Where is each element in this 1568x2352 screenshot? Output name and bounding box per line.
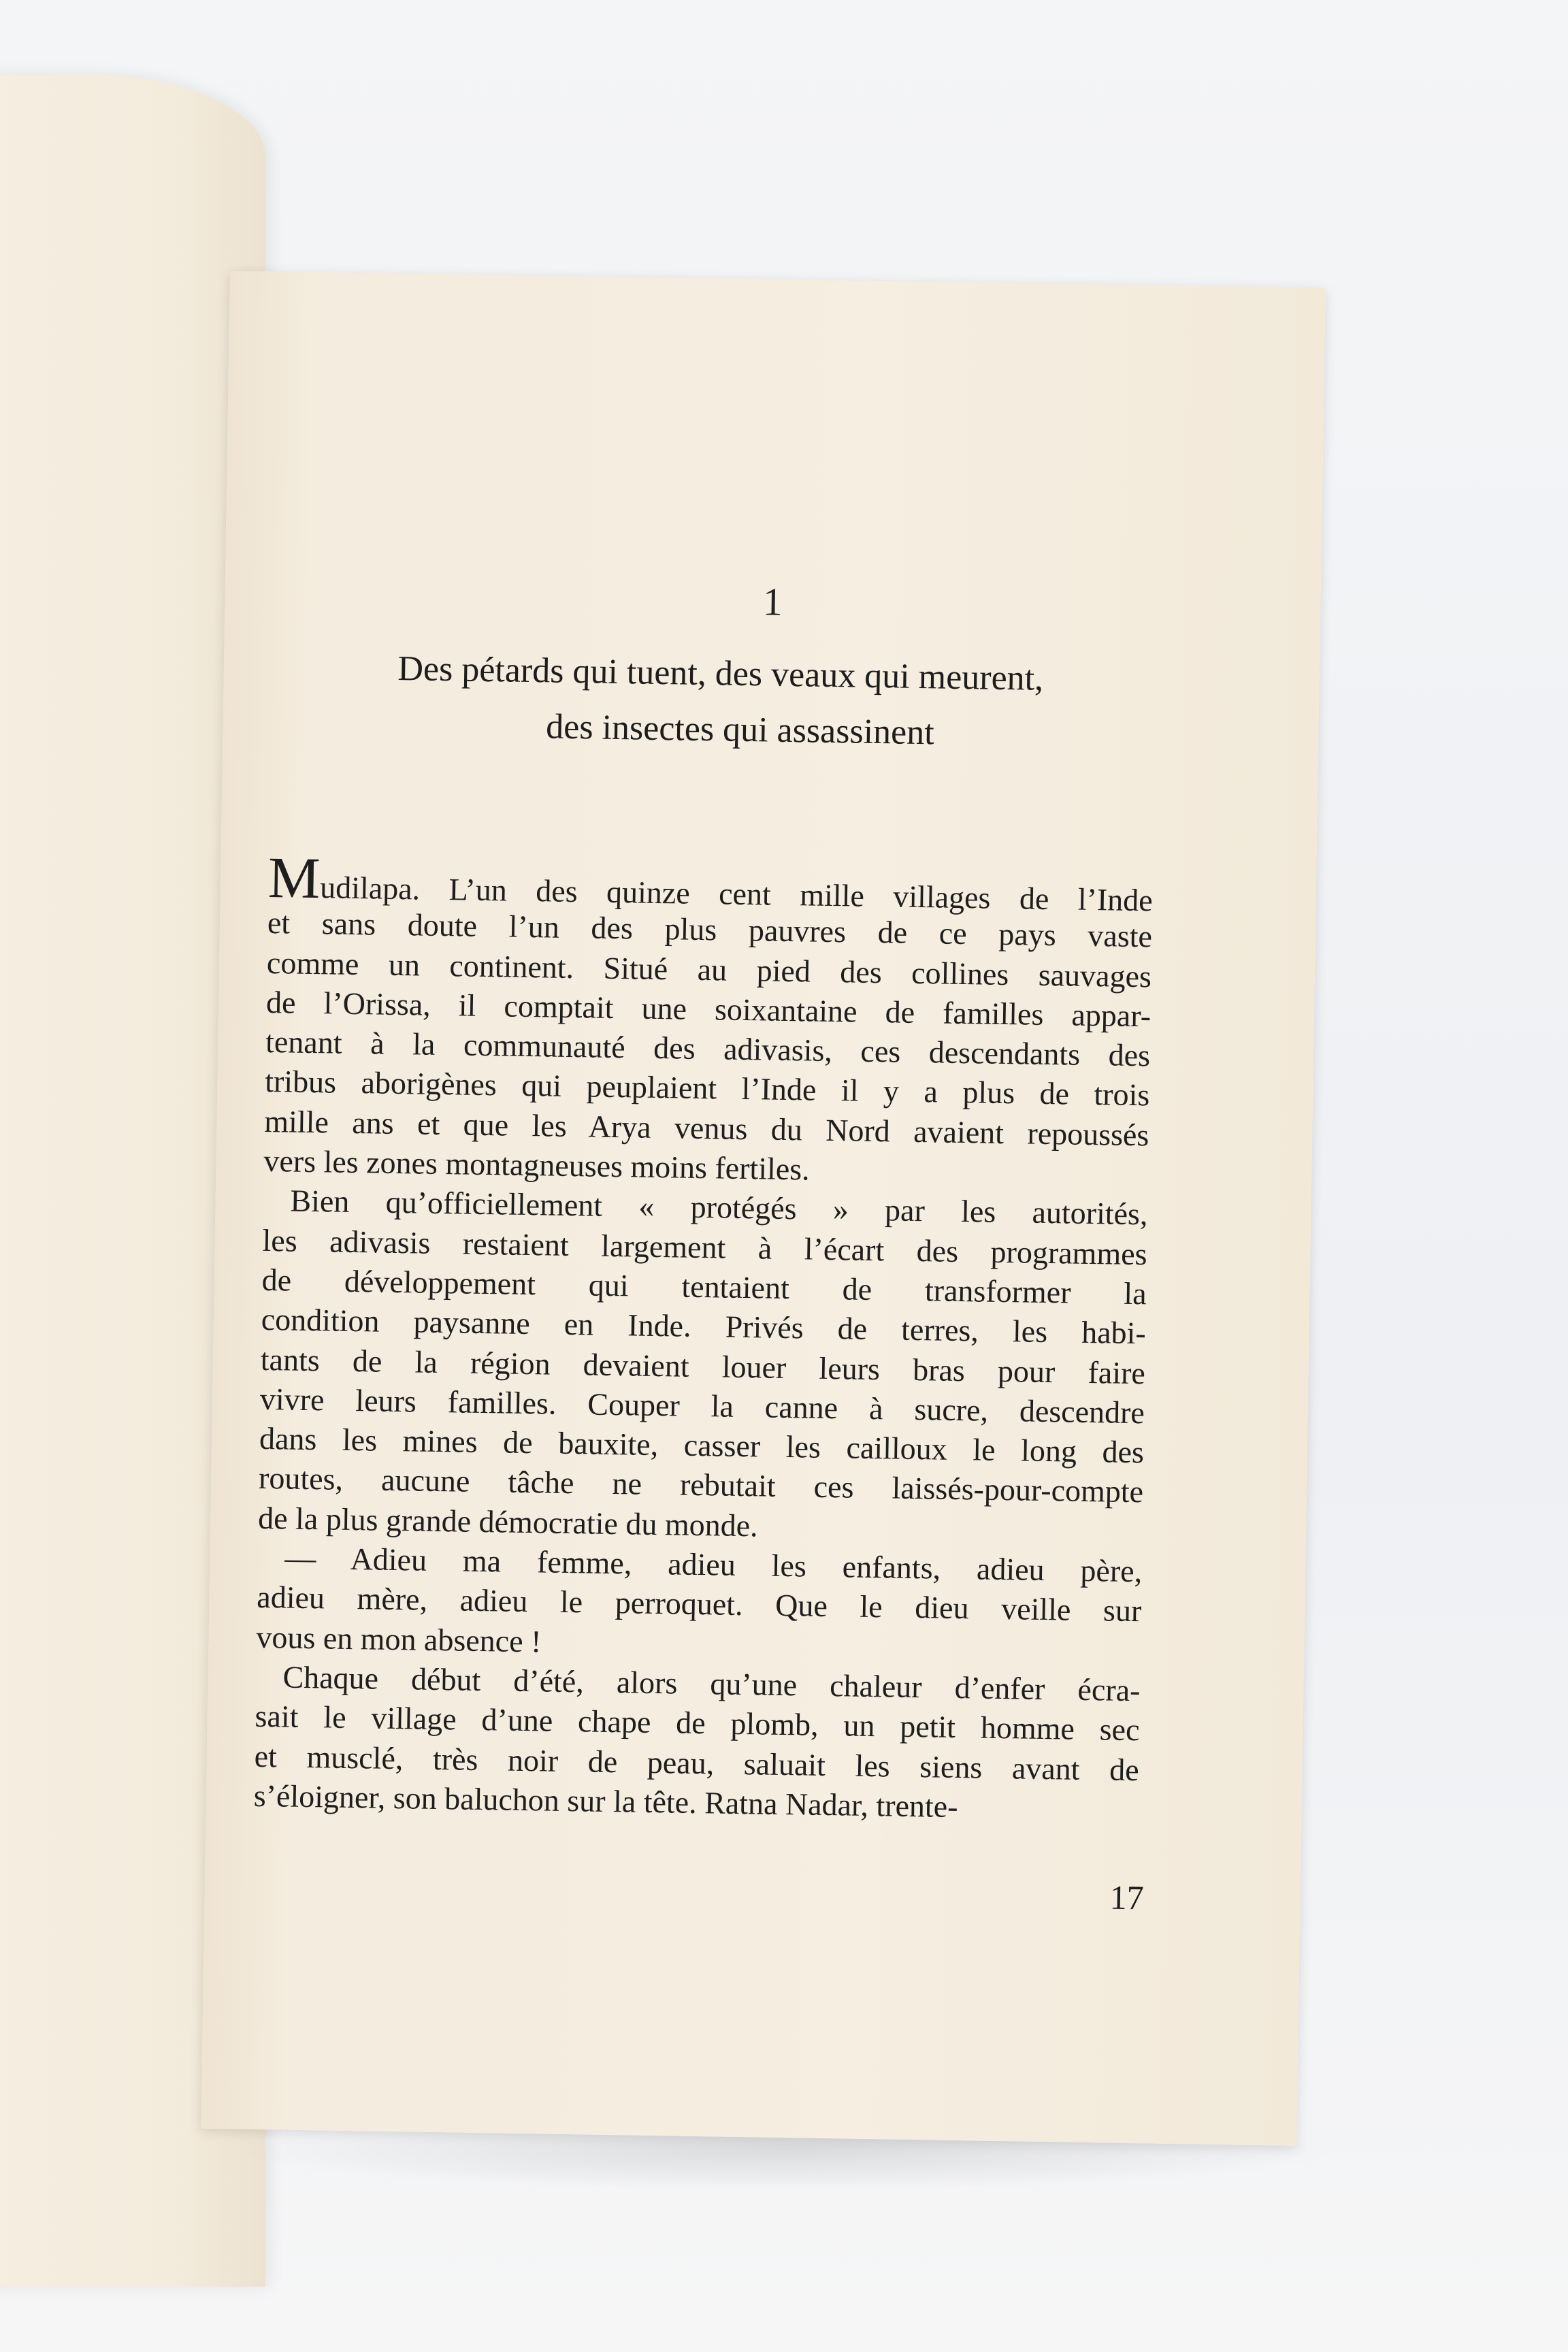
paragraph [256,1538,1143,1671]
word: sans [321,906,376,942]
word: plus [664,911,717,947]
word: ! [530,1623,542,1659]
word: grande [385,1502,472,1539]
word: pour [997,1353,1056,1389]
word: de [587,1744,618,1779]
word: les [323,1144,359,1180]
word: terres, [900,1311,979,1348]
chapter-number: 1 [762,579,783,624]
word: la [612,1783,636,1819]
word: que [463,1107,509,1143]
word: de [265,984,296,1020]
word: de [352,1343,382,1379]
word: paysanne [413,1304,531,1341]
word: son [393,1780,438,1816]
word: « [638,1188,655,1224]
word: Inde. [627,1307,692,1344]
word: familles. [447,1384,557,1421]
word: restaient [462,1226,570,1262]
word: Couper [587,1386,681,1423]
word: sucre, [914,1391,989,1428]
drop-cap: M [267,844,321,911]
word: la [1124,1275,1147,1311]
word: familles [942,995,1044,1032]
word: à [757,1230,772,1266]
word: descendants [928,1034,1081,1072]
word: d’été, [513,1663,585,1699]
word: enfants, [842,1549,941,1586]
word: programmes [990,1234,1147,1272]
word: ans [351,1105,395,1141]
word: des [1108,1037,1151,1073]
word: ma [462,1543,502,1579]
word: chape [577,1703,651,1740]
word: des [840,953,883,990]
word: la [412,1026,436,1062]
word: adieu [256,1580,325,1616]
word: les [960,1194,996,1230]
word: d’enfer [954,1669,1045,1707]
word: tentaient [681,1269,790,1306]
word: du [625,1506,657,1541]
paragraph [253,1657,1141,1830]
book-page [201,271,1326,2146]
word: Nord [825,1112,891,1149]
word: noir [507,1742,559,1778]
word: région [470,1345,551,1382]
word: début [410,1661,481,1697]
word: aucune [380,1463,470,1499]
word: comptait [504,988,614,1025]
word: de [261,1262,292,1298]
word: des [916,1232,959,1269]
chapter-title [270,639,1170,765]
word: l’Inde [741,1071,817,1108]
word: autorités, [1032,1195,1148,1232]
word: au [697,951,728,987]
word: venus [674,1110,748,1146]
word: et [267,905,291,941]
word: repoussés [1027,1115,1149,1153]
word: ce [938,915,968,951]
word: moins [630,1149,708,1186]
word: cailloux [846,1430,948,1467]
word: long [1020,1433,1077,1469]
word: l’un [508,909,560,945]
word: louer [721,1349,787,1385]
word: de [257,1500,289,1536]
word: village [371,1700,457,1737]
word: appar- [1071,997,1152,1034]
word: trois [1094,1077,1150,1113]
word: l’Orissa, [323,985,431,1022]
word: à [868,1390,883,1426]
body-text [253,844,1154,1829]
word: udilapa. [319,870,421,906]
word: la [295,1501,318,1537]
word: pied [756,952,811,989]
word: tants [260,1341,321,1377]
word: bras [912,1352,966,1388]
word: adieu [976,1551,1045,1588]
word: en [323,1620,353,1656]
word: musclé, [306,1739,404,1776]
word: transformer [924,1273,1071,1310]
word: de [675,1705,706,1741]
word: le [860,1589,883,1624]
word: plomb, [730,1706,819,1743]
word: d’une [481,1702,553,1738]
word: pauvres [748,913,847,949]
word: l’écart [804,1231,885,1267]
word: aborigènes [361,1065,497,1102]
word: peau, [647,1744,715,1780]
page-number: 17 [1109,1878,1145,1917]
word: les [342,1422,378,1458]
word: qui [521,1068,562,1104]
word: » [832,1192,849,1227]
word: des [591,910,634,946]
word: les [785,1429,821,1465]
word: Nadar, [785,1786,869,1823]
word: de [502,1424,534,1460]
word: faire [1088,1354,1146,1390]
word: quinze [606,874,691,911]
word: tâche [508,1465,574,1501]
word: mines [402,1423,478,1460]
word: rebutait [679,1467,777,1504]
word: de [837,1311,868,1347]
word: écra- [1077,1671,1141,1708]
chapter-title-line: des insectes qui assassinent [545,707,935,753]
word: démocratie [478,1503,619,1541]
word: sait [255,1699,299,1735]
word: ne [612,1466,642,1502]
word: dieu [914,1590,969,1626]
word: sur [1102,1592,1142,1629]
word: développement [344,1263,536,1302]
word: zones [365,1145,438,1181]
word: de [1109,1752,1140,1787]
word: homme [980,1710,1075,1746]
word: mille [263,1103,329,1140]
word: tête. [643,1784,698,1820]
word: ces [860,1033,901,1069]
word: vaste [1088,918,1153,954]
word: de [842,1271,872,1307]
chapter-title-line: Des pétards qui tuent, des veaux qui meurent, [397,649,1044,698]
word: de [877,915,908,951]
word: le [323,1699,347,1735]
word: Adieu [350,1541,427,1578]
word: continent. [449,947,574,985]
word: absence [423,1622,524,1659]
word: un [843,1708,875,1744]
word: canne [764,1389,838,1426]
word: veille [1000,1591,1071,1627]
word: — [284,1540,316,1576]
word: mon [360,1620,416,1657]
word: à [370,1026,385,1061]
word: protégés [690,1190,797,1226]
word: communauté [463,1027,626,1065]
word: Arya [588,1109,652,1145]
word: montagneuses [445,1146,623,1184]
word: les [1012,1313,1048,1350]
word: ces [813,1469,854,1505]
word: qu’officiellement [385,1185,603,1224]
word: sur [566,1782,606,1818]
word: fertiles. [715,1150,811,1187]
word: vers [263,1143,316,1179]
word: adieu [459,1582,528,1619]
word: qu’une [710,1666,798,1703]
word: plus [962,1075,1015,1111]
word: a [924,1074,938,1109]
word: bauxite, [557,1425,659,1463]
word: tribus [264,1064,337,1100]
word: s’éloigner, [253,1778,386,1815]
word: mille [799,877,865,913]
word: cent [718,876,772,912]
word: villages [892,879,991,915]
word: vous [256,1619,316,1655]
word: comme [266,945,359,981]
word: il [458,987,476,1023]
word: petit [899,1708,956,1745]
word: les [855,1748,891,1784]
word: routes, [258,1460,344,1497]
word: des [535,873,578,909]
word: mère, [357,1581,428,1618]
word: largement [600,1228,726,1265]
word: devaient [583,1346,689,1384]
word: un [388,947,421,983]
word: adivasis, [723,1031,833,1068]
word: Privés [725,1309,804,1345]
word: saluait [743,1746,826,1782]
word: descendre [1019,1393,1145,1431]
word: adieu [667,1546,736,1582]
word: les [262,1222,298,1258]
word: les [532,1107,568,1143]
word: leurs [819,1350,881,1386]
word: du [770,1111,803,1147]
word: le [972,1432,996,1468]
word: baluchon [444,1781,560,1818]
word: par [884,1192,926,1228]
word: de [885,994,915,1030]
word: monde. [664,1507,759,1544]
word: perroquet. [615,1585,743,1622]
word: pays [998,917,1057,953]
word: il [840,1073,859,1109]
word: femme, [536,1544,632,1581]
word: très [432,1741,478,1777]
word: casser [683,1427,761,1464]
word: avant [1011,1750,1080,1786]
word: collines [911,955,1009,992]
word: la [710,1388,734,1424]
word: condition [261,1302,380,1339]
word: L’un [448,872,508,908]
word: des [1102,1434,1145,1470]
word: Chaque [282,1659,379,1696]
word: des [653,1030,696,1066]
word: vivre [259,1381,325,1418]
word: en [564,1307,594,1342]
word: doute [407,907,478,944]
word: et [416,1106,440,1141]
word: sauvages [1038,957,1152,994]
word: peuplaient [586,1068,717,1106]
word: qui [588,1267,630,1303]
word: père, [1080,1552,1143,1589]
word: trente- [876,1788,958,1824]
word: chaleur [829,1668,923,1705]
word: avaient [913,1113,1004,1150]
word: Bien [290,1183,350,1220]
word: adivasis [329,1224,431,1260]
word: une [641,990,687,1026]
word: le [559,1584,583,1620]
paragraph [263,844,1154,1195]
word: tenant [265,1024,343,1060]
word: de [1039,1076,1070,1111]
word: Ratna [704,1785,778,1821]
word: plus [325,1501,378,1537]
word: siens [919,1748,983,1785]
word: et [254,1738,278,1774]
word: soixantaine [714,992,858,1029]
word: y [883,1073,900,1109]
word: dans [259,1421,317,1457]
word: les [771,1548,807,1584]
paragraph [258,1181,1148,1552]
word: de [1019,881,1049,917]
word: Situé [603,950,668,986]
word: Que [774,1588,828,1624]
word: la [414,1344,438,1379]
word: sec [1099,1712,1140,1748]
word: leurs [355,1382,417,1419]
word: habi- [1081,1315,1147,1351]
word: laissés-pour-compte [892,1470,1144,1509]
word: alors [616,1665,678,1701]
word: l’Inde [1077,881,1154,918]
